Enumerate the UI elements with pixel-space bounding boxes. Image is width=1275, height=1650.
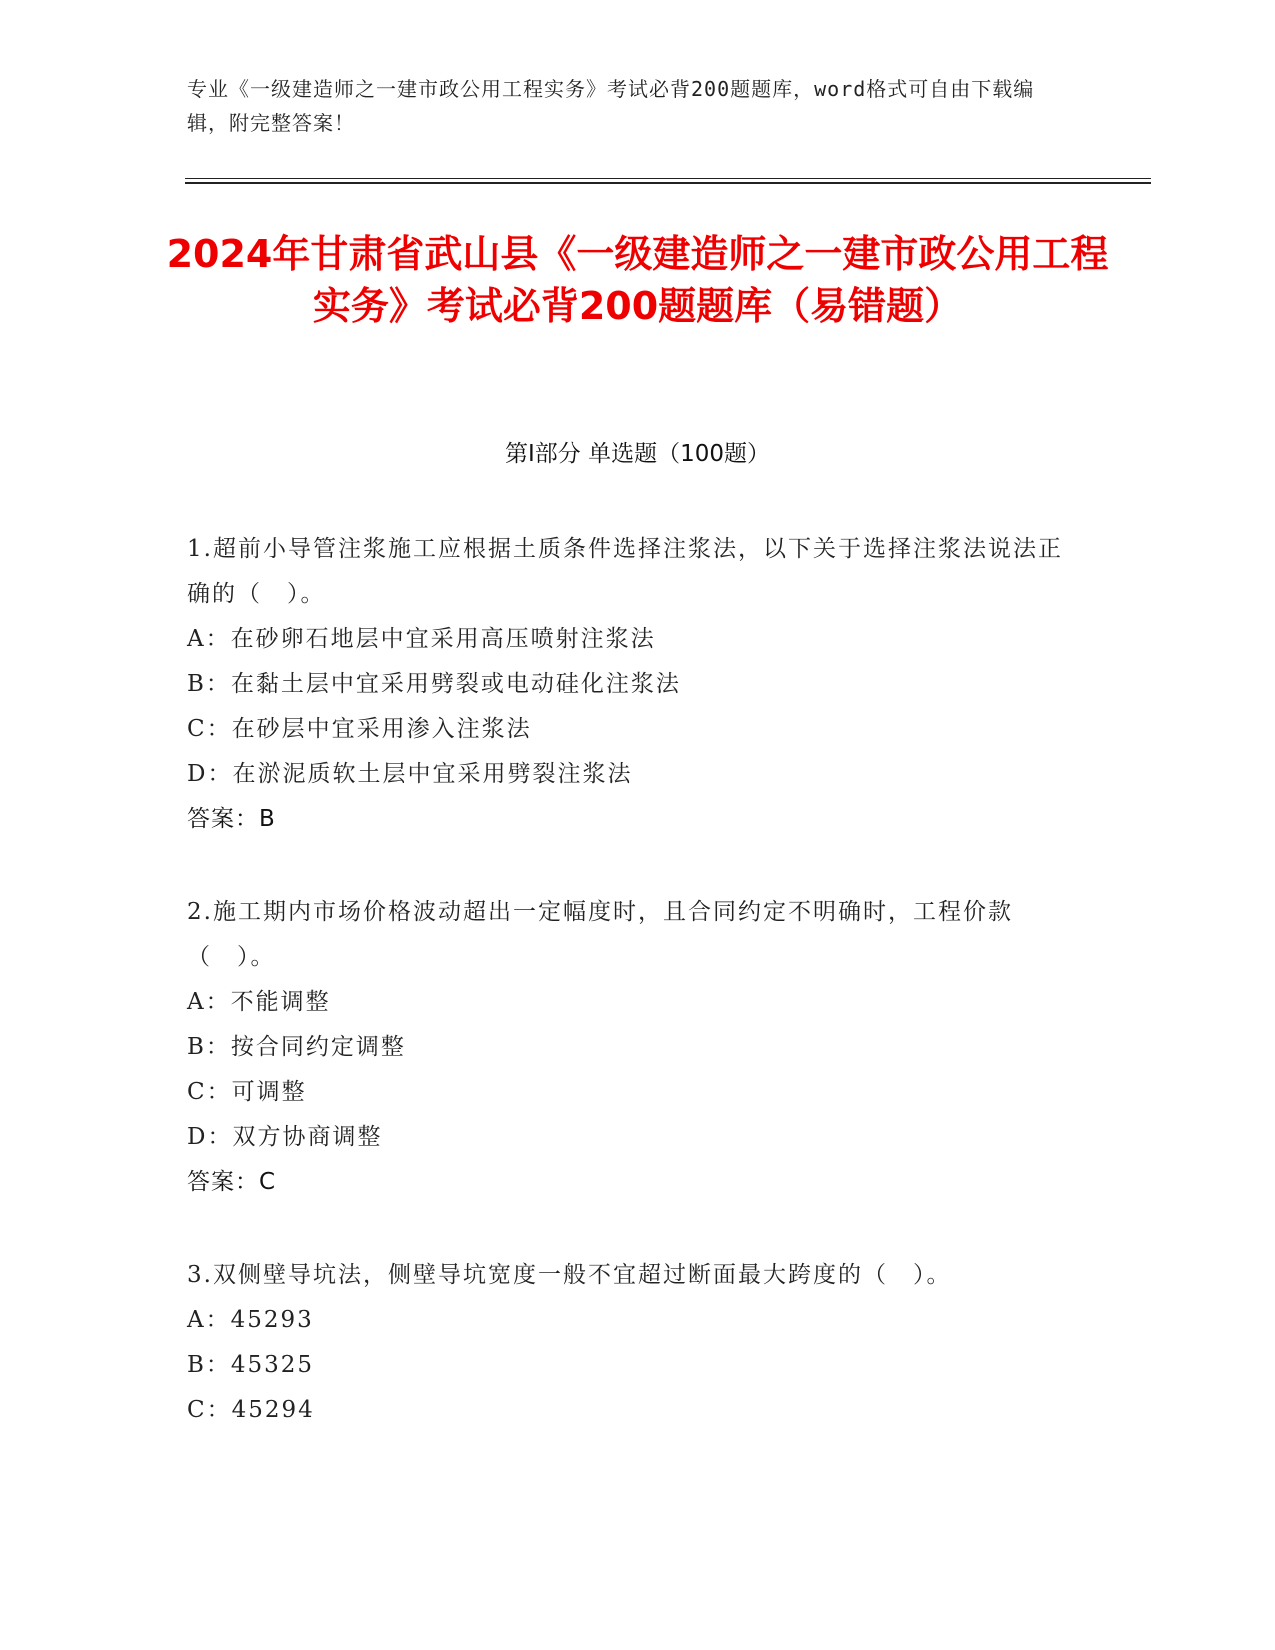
question-stem: 1.超前小导管注浆施工应根据土质条件选择注浆法，以下关于选择注浆法说法正确的（ ）。 — [187, 536, 1063, 607]
header-divider-thin — [185, 178, 1151, 179]
header-note: 专业《一级建造师之一建市政公用工程实务》考试必背200题题库，word格式可自由下载编辑，附完整答案！ — [187, 77, 1035, 135]
option-d: D：双方协商调整 — [187, 1124, 383, 1150]
question-stem: 2.施工期内市场价格波动超出一定幅度时，且合同约定不明确时，工程价款（ ）。 — [187, 899, 1013, 970]
option-d: D：在淤泥质软土层中宜采用劈裂注浆法 — [187, 761, 633, 787]
option-b: B：按合同约定调整 — [187, 1034, 406, 1060]
option-a: A：在砂卵石地层中宜采用高压喷射注浆法 — [187, 626, 656, 652]
question-stem: 3.双侧壁导坑法，侧壁导坑宽度一般不宜超过断面最大跨度的（ ）。 — [187, 1262, 952, 1288]
option-b: B：在黏土层中宜采用劈裂或电动硅化注浆法 — [187, 671, 681, 697]
question-block — [187, 890, 1067, 1205]
option-c: C：在砂层中宜采用渗入注浆法 — [187, 716, 532, 742]
answer-line: 答案：C — [187, 1169, 277, 1195]
option-a: A：不能调整 — [187, 989, 331, 1015]
option-c: C：可调整 — [187, 1079, 307, 1105]
option-a: A：45293 — [187, 1307, 314, 1333]
option-c: C：45294 — [187, 1397, 315, 1423]
question-block — [187, 1253, 1067, 1433]
option-b: B：45325 — [187, 1352, 315, 1378]
answer-line: 答案：B — [187, 806, 276, 832]
question-block — [187, 527, 1067, 842]
document-title: 2024年甘肃省武山县《一级建造师之一建市政公用工程实务》考试必背200题题库（易错题） — [166, 232, 1109, 328]
section-heading: 第Ⅰ部分 单选题（100题） — [505, 441, 770, 467]
header-divider-thick — [185, 182, 1151, 184]
